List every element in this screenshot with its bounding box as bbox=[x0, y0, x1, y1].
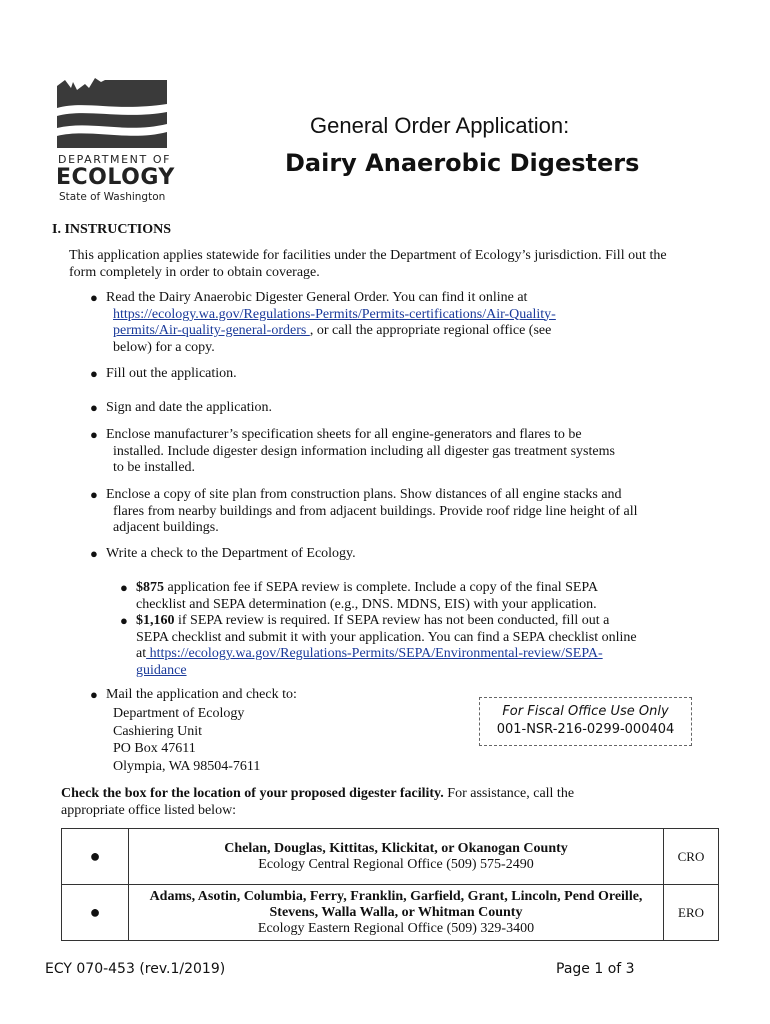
list-item bbox=[90, 546, 356, 563]
bullet-icon: ● bbox=[90, 400, 98, 415]
radio-selected-icon: ● bbox=[89, 902, 101, 922]
bullet-icon: ● bbox=[120, 580, 128, 595]
bullet-icon: ● bbox=[90, 487, 98, 502]
radio-selected-icon: ● bbox=[89, 846, 101, 866]
list-item-text: Mail the application and check to: bbox=[106, 687, 297, 702]
bullet-icon: ● bbox=[90, 687, 98, 702]
bullet-icon: ● bbox=[90, 366, 98, 381]
list-item-text: Enclose manufacturer’s specification sheets for all engine-generators and flares to be bbox=[106, 427, 582, 442]
page-number: Page 1 of 3 bbox=[556, 961, 635, 977]
list-item-text: at bbox=[136, 646, 147, 661]
list-item bbox=[90, 687, 466, 704]
list-item-text: Sign and date the application. bbox=[106, 400, 273, 415]
fiscal-office-code: 001-NSR-216-0299-000404 bbox=[496, 722, 675, 737]
bullet-icon: ● bbox=[120, 613, 128, 628]
location-instruction-bold: Check the box for the location of your proposed digester facility. bbox=[61, 786, 444, 801]
fee-amount: $875 bbox=[136, 580, 164, 595]
list-item-text: to be installed. bbox=[113, 460, 196, 475]
general-order-link[interactable]: permits/Air-quality-general-orders bbox=[113, 323, 310, 338]
address-line: Olympia, WA 98504-7611 bbox=[113, 758, 261, 774]
sepa-guidance-link[interactable]: guidance bbox=[136, 662, 187, 678]
form-title: General Order Application: bbox=[310, 113, 570, 138]
bullet-icon: ● bbox=[90, 290, 98, 305]
table-row bbox=[62, 885, 719, 941]
list-item bbox=[90, 487, 726, 537]
regional-offices-table bbox=[61, 828, 719, 941]
list-item-text: SEPA checklist and submit it with your application. You can find a SEPA checklist online bbox=[136, 629, 637, 645]
address-line: PO Box 47611 bbox=[113, 741, 196, 756]
list-item bbox=[90, 290, 606, 356]
address-line: Cashiering Unit bbox=[113, 723, 203, 739]
list-item-text: checklist and SEPA determination (e.g., DNS. MDNS, EIS) with your application. bbox=[136, 596, 597, 612]
intro-line: This application applies statewide for facilities under the Department of Ecology’s jurisdiction. Fill out the bbox=[69, 248, 667, 263]
list-item-text: Fill out the application. bbox=[106, 366, 237, 381]
list-item-text: if SEPA review is required. If SEPA review has not been conducted, fill out a bbox=[174, 613, 610, 628]
washington-state-logo-icon bbox=[55, 78, 175, 150]
list-item-text: installed. Include digester design information including all digester gas treatment systems bbox=[113, 443, 615, 459]
office-name: Ecology Central Regional Office (509) 575-2490 bbox=[258, 856, 534, 872]
sepa-guidance-link[interactable]: https://ecology.wa.gov/Regulations-Permits/SEPA/Environmental-review/SEPA- bbox=[146, 646, 603, 661]
location-radio[interactable] bbox=[62, 829, 129, 885]
list-item-text: Read the Dairy Anaerobic Digester General Order. You can find it online at bbox=[106, 290, 528, 305]
general-order-link[interactable]: https://ecology.wa.gov/Regulations-Permits/Permits-certifications/Air-Quality- bbox=[113, 306, 556, 322]
form-subtitle: Dairy Anaerobic Digesters bbox=[285, 149, 640, 177]
address-line: Department of Ecology bbox=[113, 706, 245, 721]
office-cell bbox=[129, 885, 664, 941]
list-item bbox=[90, 366, 237, 383]
logo-state-label: State of Washington bbox=[59, 191, 166, 203]
logo-department-label: DEPARTMENT OF bbox=[58, 153, 172, 166]
county-list: Chelan, Douglas, Kittitas, Klickitat, or Okanogan County bbox=[224, 840, 568, 856]
list-item-text: below) for a copy. bbox=[113, 339, 215, 355]
location-instruction-text: appropriate office listed below: bbox=[61, 803, 237, 818]
office-code: CRO bbox=[664, 829, 719, 885]
list-item bbox=[90, 427, 706, 477]
list-item-text: flares from nearby buildings and from adjacent buildings. Provide roof ridge line height of all bbox=[113, 503, 638, 519]
office-code: ERO bbox=[664, 885, 719, 941]
location-radio[interactable] bbox=[62, 885, 129, 941]
table-row bbox=[62, 829, 719, 885]
bullet-icon: ● bbox=[90, 427, 98, 442]
fiscal-office-label: For Fiscal Office Use Only bbox=[502, 704, 669, 719]
location-instruction-text: For assistance, call the bbox=[443, 786, 575, 801]
fiscal-office-box bbox=[479, 697, 692, 746]
county-list: Stevens, Walla Walla, or Whitman County bbox=[269, 904, 523, 920]
logo-ecology-label: ECOLOGY bbox=[56, 165, 175, 190]
office-cell bbox=[129, 829, 664, 885]
mailing-address bbox=[113, 705, 260, 775]
list-item-text: adjacent buildings. bbox=[113, 520, 219, 535]
list-item bbox=[120, 613, 696, 679]
county-list: Adams, Asotin, Columbia, Ferry, Franklin, Garfield, Grant, Lincoln, Pend Oreille, bbox=[149, 888, 643, 904]
list-item-text: , or call the appropriate regional office (see bbox=[309, 323, 552, 338]
list-item-text: Write a check to the Department of Ecology. bbox=[106, 546, 356, 561]
office-name: Ecology Eastern Regional Office (509) 329-3400 bbox=[257, 920, 535, 936]
instructions-intro bbox=[69, 247, 749, 281]
fee-amount: $1,160 bbox=[136, 613, 175, 628]
form-number: ECY 070-453 (rev.1/2019) bbox=[45, 961, 226, 977]
list-item-text: application fee if SEPA review is complete. Include a copy of the final SEPA bbox=[164, 580, 599, 595]
bullet-icon: ● bbox=[90, 546, 98, 561]
intro-line: form completely in order to obtain coverage. bbox=[69, 265, 320, 280]
list-item bbox=[90, 400, 273, 417]
list-item-text: Enclose a copy of site plan from construction plans. Show distances of all engine stacks and bbox=[106, 487, 622, 502]
instructions-heading: I. INSTRUCTIONS bbox=[52, 222, 172, 237]
location-instruction bbox=[61, 785, 701, 819]
list-item bbox=[120, 580, 696, 613]
